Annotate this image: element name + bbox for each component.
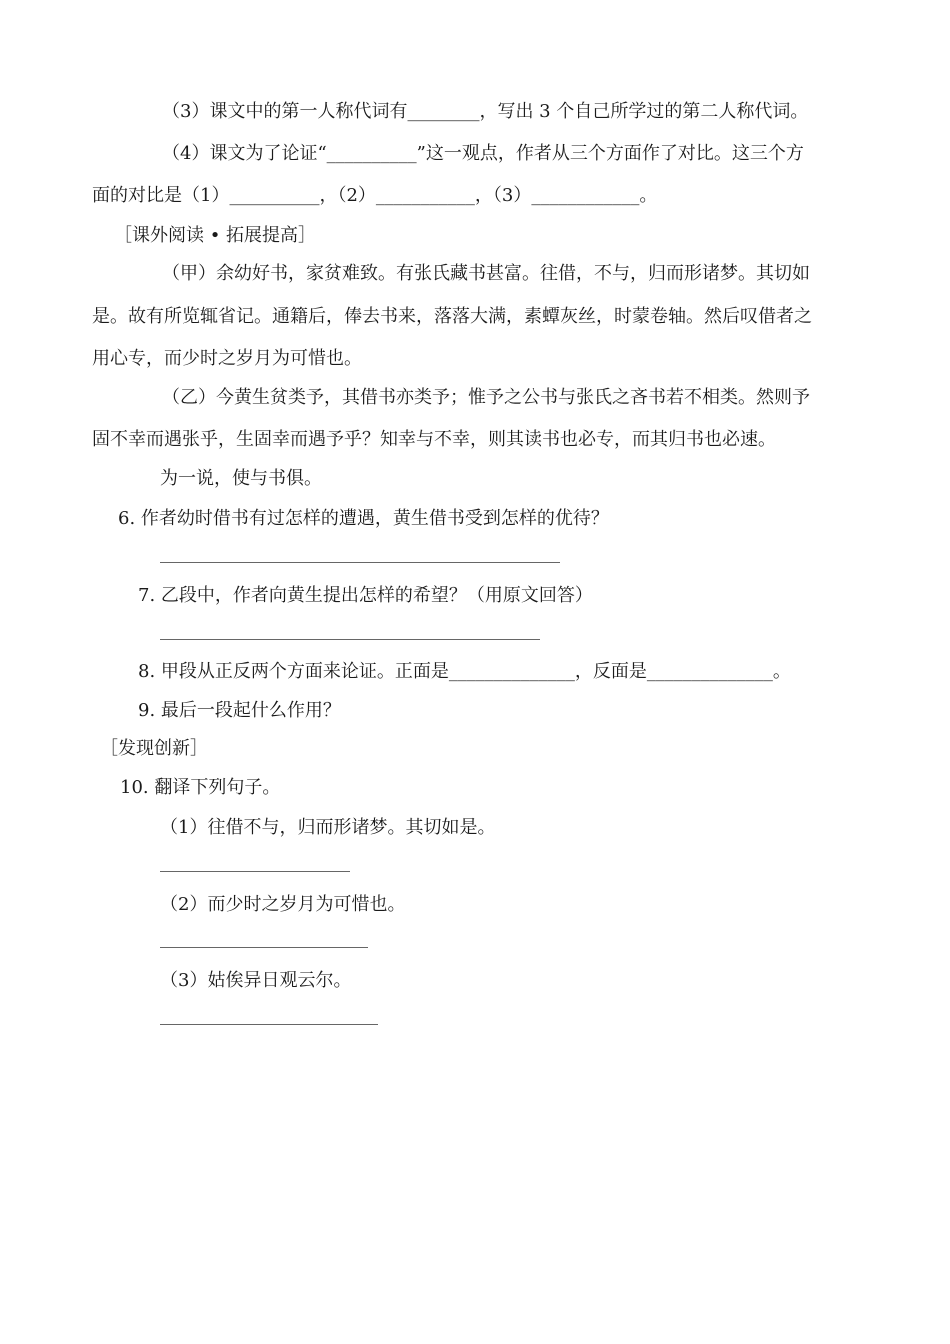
question-8: 8. 甲段从正反两个方面来论证。正面是______________，反面是______________。 <box>138 661 791 682</box>
q3-line: （3）课文中的第一人称代词有________，写出 3 个自己所学过的第二人称代词。 <box>162 101 809 122</box>
answer-line-10-2[interactable] <box>160 947 368 948</box>
question-10-item-1: （1）往借不与，归而形诸梦。其切如是。 <box>160 817 496 838</box>
q4-line-1: （4）课文为了论证“__________”这一观点，作者从三个方面作了对比。这三个方 <box>162 143 804 164</box>
question-10-item-3: （3）姑俟异日观云尔。 <box>160 970 352 991</box>
section-heading-discovery: ［发现创新］ <box>100 738 208 759</box>
question-7: 7. 乙段中，作者向黄生提出怎样的希望？（用原文回答） <box>138 585 593 606</box>
q4-line-2: 面的对比是（1）__________，（2）___________，（3）____________。 <box>92 185 658 206</box>
passage-yi-line-1: （乙）今黄生贫类予，其借书亦类予；惟予之公书与张氏之吝书若不相类。然则予 <box>162 387 810 408</box>
passage-last-line: 为一说，使与书俱。 <box>160 468 322 489</box>
section-heading-extra-reading: ［课外阅读 • 拓展提高］ <box>114 225 317 246</box>
answer-line-10-1[interactable] <box>160 871 350 872</box>
question-9: 9. 最后一段起什么作用？ <box>138 700 341 721</box>
passage-jia-line-1: （甲）余幼好书，家贫难致。有张氏藏书甚富。往借，不与，归而形诸梦。其切如 <box>162 263 810 284</box>
passage-jia-line-2: 是。故有所览辄省记。通籍后，俸去书来，落落大满，素蟫灰丝，时蒙卷轴。然后叹借者之 <box>92 306 812 327</box>
passage-yi-line-2: 固不幸而遇张乎，生固幸而遇予乎？知幸与不幸，则其读书也必专，而其归书也必速。 <box>92 429 776 450</box>
passage-jia-line-3: 用心专，而少时之岁月为可惜也。 <box>92 348 362 369</box>
answer-line-7[interactable] <box>160 639 540 640</box>
answer-line-10-3[interactable] <box>160 1024 378 1025</box>
question-10: 10. 翻译下列句子。 <box>120 777 281 798</box>
question-10-item-2: （2）而少时之岁月为可惜也。 <box>160 894 406 915</box>
question-6: 6. 作者幼时借书有过怎样的遭遇，黄生借书受到怎样的优待？ <box>118 508 609 529</box>
answer-line-6[interactable] <box>160 562 560 563</box>
